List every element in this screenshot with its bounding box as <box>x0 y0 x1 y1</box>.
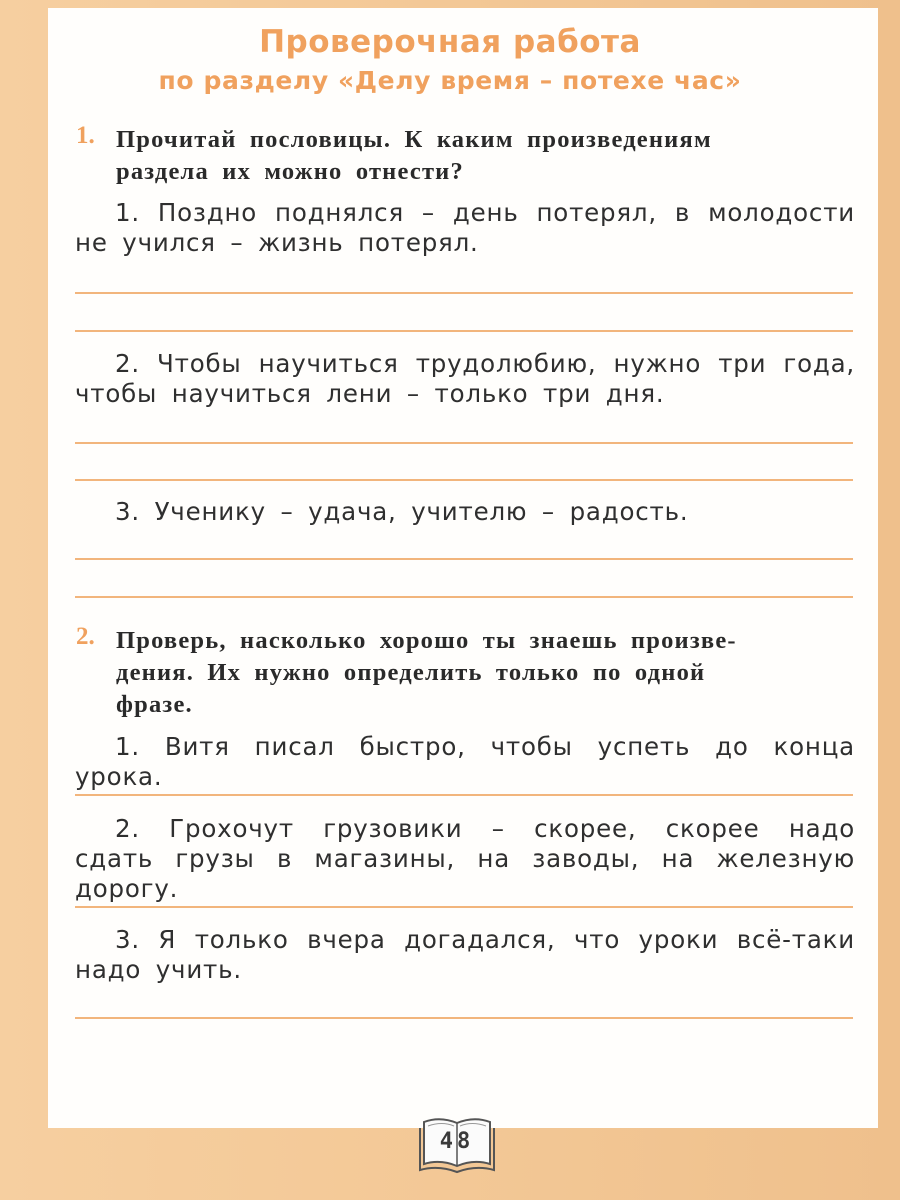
page-title: Проверочная работа <box>259 24 641 60</box>
page-number: 48 <box>439 1129 475 1154</box>
task-1-proverb-2: 2. Чтобы научиться трудолюбию, нужно три года, чтобы научиться лени – только три дня. <box>75 349 855 408</box>
answer-line <box>75 442 853 444</box>
task-1-proverb-1: 1. Поздно поднялся – день потерял, в молодости не учился – жизнь потерял. <box>75 198 855 257</box>
task-1-instruction-line-2: раздела их можно отнести? <box>116 158 464 185</box>
task-1-number: 1. <box>76 122 95 149</box>
answer-line <box>75 479 853 481</box>
task-2-phrase-3: 3. Я только вчера догадался, что уроки всё-таки надо учить. <box>75 925 855 984</box>
answer-line <box>75 906 853 908</box>
answer-line <box>75 1017 853 1019</box>
task-2-instruction-line-1: Проверь, насколько хорошо ты знаешь произве- <box>116 627 737 654</box>
task-1-proverb-3: 3. Ученику – удача, учителю – радость. <box>115 497 689 526</box>
task-2-instruction-line-2: дения. Их нужно определить только по одной <box>116 659 706 686</box>
task-2-phrase-1: 1. Витя писал быстро, чтобы успеть до конца урока. <box>75 732 855 791</box>
page-number-badge <box>418 1114 496 1176</box>
task-1-instruction-line-1: Прочитай пословицы. К каким произведениям <box>116 126 712 153</box>
answer-line <box>75 558 853 560</box>
answer-line <box>75 330 853 332</box>
answer-line <box>75 794 853 796</box>
task-2-phrase-2: 2. Грохочут грузовики – скорее, скорее надо сдать грузы в магазины, на заводы, на железную дорогу. <box>75 814 855 903</box>
answer-line <box>75 596 853 598</box>
answer-line <box>75 292 853 294</box>
page-subtitle: по разделу «Делу время – потехе час» <box>158 66 742 95</box>
task-2-instruction-line-3: фразе. <box>116 691 193 718</box>
task-2-number: 2. <box>76 623 95 650</box>
